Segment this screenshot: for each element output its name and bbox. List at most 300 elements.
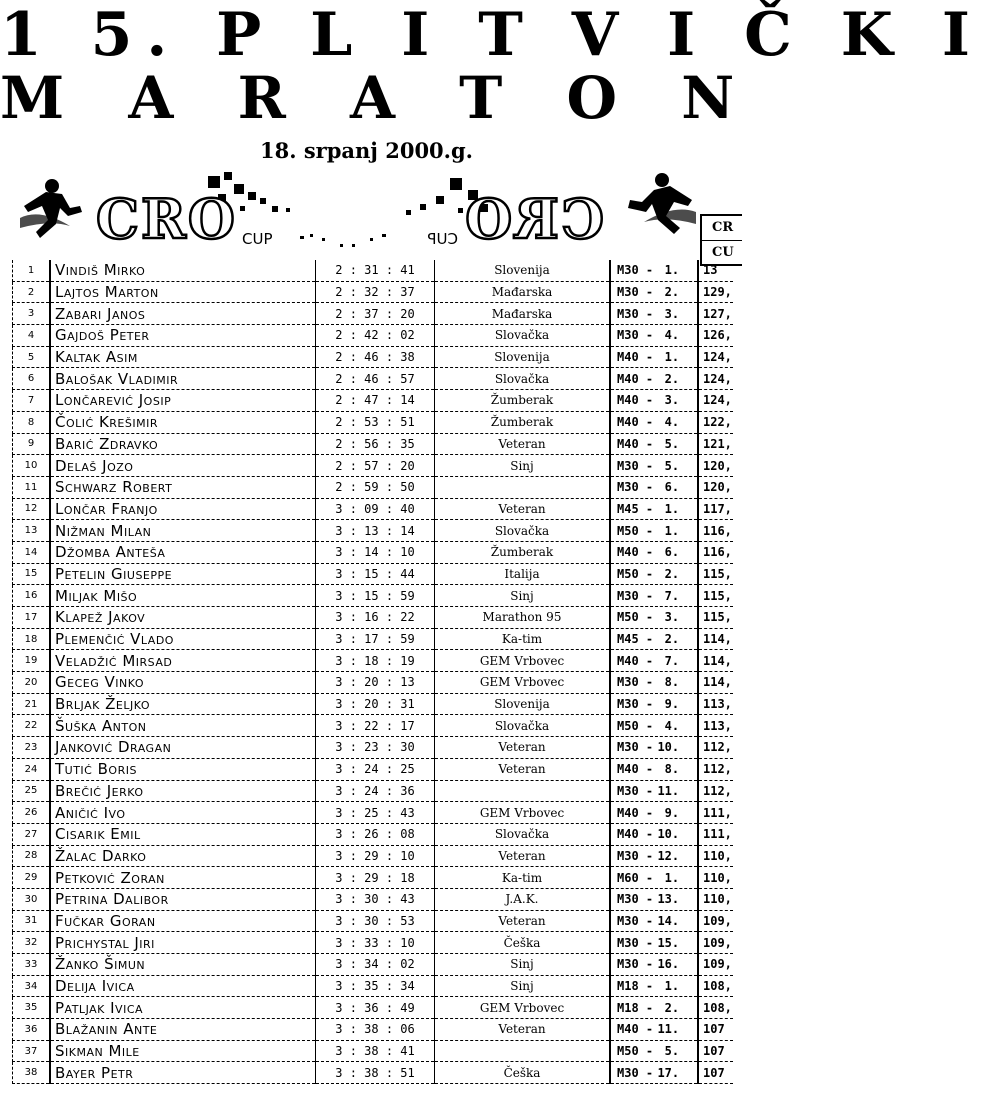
cup-points: 108, (698, 975, 733, 997)
category-cell (610, 628, 698, 650)
cup-points: 111, (698, 823, 733, 845)
category-label: M40 - (617, 1022, 654, 1037)
category-position: 4. (664, 415, 680, 430)
category-position: 13. (657, 892, 680, 907)
rank-cell: 20 (13, 672, 51, 694)
category-label: M40 - (617, 436, 654, 451)
club-name: Slovačka (435, 823, 611, 845)
rank-cell: 9 (13, 433, 51, 455)
category-label: M40 - (617, 805, 654, 820)
table-row (13, 650, 734, 672)
runner-name: Šuška Anton (50, 715, 316, 737)
cup-points: 126, (698, 325, 733, 347)
table-row (13, 390, 734, 412)
rank-cell: 32 (13, 932, 51, 954)
category-cell (610, 607, 698, 629)
cro-cup-logo-left (96, 187, 273, 251)
finish-time: 2 : 37 : 20 (316, 303, 435, 325)
runner-name: Balošak Vladimir (50, 368, 316, 390)
cro-cup-banner (10, 168, 700, 256)
table-row (13, 541, 734, 563)
runner-name: Džomba Anteša (50, 541, 316, 563)
finish-time: 3 : 35 : 34 (316, 975, 435, 997)
finish-time: 3 : 13 : 14 (316, 520, 435, 542)
category-cell (610, 368, 698, 390)
category-cell (610, 954, 698, 976)
category-position: 11. (657, 783, 680, 798)
dotted-separator (300, 234, 386, 247)
category-position: 1. (664, 350, 680, 365)
club-name: Žumberak (435, 390, 611, 412)
rank-cell: 12 (13, 498, 51, 520)
rank-cell: 19 (13, 650, 51, 672)
club-name: Veteran (435, 498, 611, 520)
finish-time: 2 : 32 : 37 (316, 281, 435, 303)
table-row (13, 672, 734, 694)
runner-name: Klapež Jakov (50, 607, 316, 629)
category-cell (610, 433, 698, 455)
category-cell (610, 780, 698, 802)
rank-cell: 27 (13, 823, 51, 845)
category-cell (610, 303, 698, 325)
category-position: 6. (664, 480, 680, 495)
rank-cell: 26 (13, 802, 51, 824)
category-cell (610, 650, 698, 672)
category-cell (610, 260, 698, 281)
cup-points: 107 (698, 1040, 733, 1062)
finish-time: 2 : 57 : 20 (316, 455, 435, 477)
category-label: M40 - (617, 653, 654, 668)
finish-time: 3 : 30 : 43 (316, 888, 435, 910)
category-position: 1. (664, 870, 680, 885)
club-name: Slovenija (435, 260, 611, 281)
category-cell (610, 693, 698, 715)
cup-points: 109, (698, 932, 733, 954)
event-date: 18. srpanj 2000.g. (260, 138, 473, 163)
category-cell (610, 715, 698, 737)
cup-points: 120, (698, 455, 733, 477)
category-cell (610, 563, 698, 585)
club-name: Italija (435, 563, 611, 585)
runner-name: Prichystal Jiri (50, 932, 316, 954)
category-cell (610, 1062, 698, 1084)
rank-cell: 1 (13, 260, 51, 281)
table-row (13, 867, 734, 889)
club-name: Mađarska (435, 303, 611, 325)
category-label: M18 - (617, 979, 654, 994)
table-row (13, 325, 734, 347)
runner-name: Cisarik Emil (50, 823, 316, 845)
category-cell (610, 520, 698, 542)
finish-time: 3 : 15 : 44 (316, 563, 435, 585)
category-label: M30 - (617, 740, 654, 755)
category-label: M30 - (617, 263, 654, 278)
results-table (12, 260, 733, 1084)
table-row (13, 585, 734, 607)
cup-text-right: CUP (427, 230, 458, 248)
category-label: M50 - (617, 610, 654, 625)
runner-name: Petrina Dalibor (50, 888, 316, 910)
category-label: M30 - (617, 697, 654, 712)
table-row (13, 411, 734, 433)
finish-time: 3 : 20 : 13 (316, 672, 435, 694)
rank-cell: 4 (13, 325, 51, 347)
category-label: M30 - (617, 675, 654, 690)
cup-points: 110, (698, 888, 733, 910)
rank-cell: 14 (13, 541, 51, 563)
runner-left-icon (20, 179, 82, 238)
rank-cell: 2 (13, 281, 51, 303)
cup-text-left: CUP (242, 230, 273, 248)
finish-time: 3 : 26 : 08 (316, 823, 435, 845)
category-position: 9. (664, 697, 680, 712)
cup-points: 124, (698, 346, 733, 368)
table-row (13, 563, 734, 585)
category-label: M30 - (617, 306, 654, 321)
cro-cup-points-header (700, 214, 742, 266)
cup-points: 113, (698, 693, 733, 715)
club-name: Marathon 95 (435, 607, 611, 629)
category-position: 2. (664, 632, 680, 647)
table-row (13, 368, 734, 390)
finish-time: 3 : 30 : 53 (316, 910, 435, 932)
category-label: M30 - (617, 285, 654, 300)
finish-time: 3 : 16 : 22 (316, 607, 435, 629)
runner-name: Žalac Darko (50, 845, 316, 867)
table-row (13, 737, 734, 759)
table-row (13, 715, 734, 737)
runner-name: Veladžić Mirsad (50, 650, 316, 672)
cup-points: 124, (698, 368, 733, 390)
runner-name: Čolić Krešimir (50, 411, 316, 433)
table-row (13, 281, 734, 303)
runner-name: Lončar Franjo (50, 498, 316, 520)
table-row (13, 303, 734, 325)
category-position: 6. (664, 545, 680, 560)
side-header-line-2: CU (702, 240, 742, 265)
category-position: 3. (664, 393, 680, 408)
category-position: 12. (657, 848, 680, 863)
rank-cell: 8 (13, 411, 51, 433)
cup-points: 124, (698, 390, 733, 412)
category-cell (610, 1040, 698, 1062)
category-position: 2. (664, 1000, 680, 1015)
category-position: 8. (664, 762, 680, 777)
club-name: J.A.K. (435, 888, 611, 910)
category-cell (610, 1019, 698, 1041)
category-position: 8. (664, 675, 680, 690)
category-cell (610, 932, 698, 954)
category-position: 5. (664, 436, 680, 451)
category-label: M30 - (617, 783, 654, 798)
page-title-line-2: M A R A T O N (0, 64, 757, 132)
results-body (13, 260, 734, 1084)
finish-time: 2 : 31 : 41 (316, 260, 435, 281)
cup-points: 114, (698, 650, 733, 672)
logo-text-left: CRO (96, 187, 237, 251)
rank-cell: 30 (13, 888, 51, 910)
rank-cell: 33 (13, 954, 51, 976)
finish-time: 2 : 47 : 14 (316, 390, 435, 412)
category-label: M18 - (617, 1000, 654, 1015)
rank-cell: 34 (13, 975, 51, 997)
rank-cell: 17 (13, 607, 51, 629)
finish-time: 3 : 14 : 10 (316, 541, 435, 563)
rank-cell: 37 (13, 1040, 51, 1062)
category-cell (610, 975, 698, 997)
category-label: M30 - (617, 892, 654, 907)
rank-cell: 24 (13, 758, 51, 780)
category-label: M40 - (617, 371, 654, 386)
cup-points: 120, (698, 476, 733, 498)
finish-time: 2 : 53 : 51 (316, 411, 435, 433)
category-cell (610, 845, 698, 867)
cro-cup-logo-right (428, 187, 605, 251)
table-row (13, 802, 734, 824)
category-cell (610, 888, 698, 910)
category-position: 14. (657, 913, 680, 928)
cup-points: 115, (698, 607, 733, 629)
cup-points: 114, (698, 628, 733, 650)
club-name: Ka-tim (435, 867, 611, 889)
runner-name: Nižman Milan (50, 520, 316, 542)
finish-time: 3 : 38 : 06 (316, 1019, 435, 1041)
finish-time: 3 : 33 : 10 (316, 932, 435, 954)
category-position: 9. (664, 805, 680, 820)
table-row (13, 346, 734, 368)
cup-points: 113, (698, 715, 733, 737)
finish-time: 3 : 18 : 19 (316, 650, 435, 672)
cup-points: 110, (698, 867, 733, 889)
club-name: Veteran (435, 433, 611, 455)
cup-points: 112, (698, 758, 733, 780)
finish-time: 2 : 46 : 38 (316, 346, 435, 368)
club-name: Slovenija (435, 693, 611, 715)
category-label: M40 - (617, 393, 654, 408)
table-row (13, 476, 734, 498)
category-label: M30 - (617, 935, 654, 950)
runner-name: Tutić Boris (50, 758, 316, 780)
category-cell (610, 672, 698, 694)
rank-cell: 23 (13, 737, 51, 759)
runner-name: Petelin Giuseppe (50, 563, 316, 585)
finish-time: 3 : 29 : 10 (316, 845, 435, 867)
finish-time: 3 : 15 : 59 (316, 585, 435, 607)
table-row (13, 888, 734, 910)
category-position: 3. (664, 610, 680, 625)
club-name: Slovačka (435, 520, 611, 542)
category-cell (610, 867, 698, 889)
category-position: 11. (657, 1022, 680, 1037)
table-row (13, 932, 734, 954)
table-row (13, 433, 734, 455)
table-row (13, 607, 734, 629)
club-name (435, 1040, 611, 1062)
category-label: M30 - (617, 957, 654, 972)
club-name: Veteran (435, 1019, 611, 1041)
finish-time: 3 : 25 : 43 (316, 802, 435, 824)
finish-time: 3 : 23 : 30 (316, 737, 435, 759)
side-header-line-1: CR (712, 220, 734, 235)
club-name: Ka-tim (435, 628, 611, 650)
club-name: Sinj (435, 455, 611, 477)
category-label: M50 - (617, 1044, 654, 1059)
finish-time: 3 : 24 : 25 (316, 758, 435, 780)
category-cell (610, 997, 698, 1019)
rank-cell: 13 (13, 520, 51, 542)
category-cell (610, 823, 698, 845)
cup-points: 129, (698, 281, 733, 303)
cup-points: 109, (698, 910, 733, 932)
club-name: Češka (435, 1062, 611, 1084)
club-name: Mađarska (435, 281, 611, 303)
rank-cell: 36 (13, 1019, 51, 1041)
rank-cell: 28 (13, 845, 51, 867)
rank-cell: 38 (13, 1062, 51, 1084)
table-row (13, 780, 734, 802)
rank-cell: 11 (13, 476, 51, 498)
cup-points: 111, (698, 802, 733, 824)
category-position: 5. (664, 1044, 680, 1059)
cup-points: 109, (698, 954, 733, 976)
rank-cell: 25 (13, 780, 51, 802)
club-name: Veteran (435, 758, 611, 780)
cup-points: 116, (698, 541, 733, 563)
category-cell (610, 346, 698, 368)
cup-points: 107 (698, 1062, 733, 1084)
runner-name: Gajdoš Peter (50, 325, 316, 347)
rank-cell: 15 (13, 563, 51, 585)
club-name: Veteran (435, 845, 611, 867)
runner-name: Lajtos Marton (50, 281, 316, 303)
runner-name: Petković Zoran (50, 867, 316, 889)
category-position: 5. (664, 458, 680, 473)
category-label: M45 - (617, 501, 654, 516)
category-label: M40 - (617, 762, 654, 777)
cup-points: 112, (698, 737, 733, 759)
finish-time: 3 : 36 : 49 (316, 997, 435, 1019)
runner-name: Vindiš Mirko (50, 260, 316, 281)
runner-name: Kaltak Asim (50, 346, 316, 368)
category-cell (610, 498, 698, 520)
category-label: M30 - (617, 848, 654, 863)
club-name: Sinj (435, 954, 611, 976)
rank-cell: 16 (13, 585, 51, 607)
club-name: GEM Vrbovec (435, 672, 611, 694)
club-name: GEM Vrbovec (435, 650, 611, 672)
table-row (13, 1062, 734, 1084)
category-position: 1. (664, 263, 680, 278)
category-position: 2. (664, 566, 680, 581)
table-row (13, 693, 734, 715)
cup-points: 110, (698, 845, 733, 867)
category-cell (610, 476, 698, 498)
runner-name: Aničić Ivo (50, 802, 316, 824)
category-label: M40 - (617, 827, 654, 842)
category-label: M30 - (617, 458, 654, 473)
club-name: Žumberak (435, 411, 611, 433)
rank-cell: 21 (13, 693, 51, 715)
runner-name: Fučkar Goran (50, 910, 316, 932)
cup-points: 115, (698, 585, 733, 607)
club-name: Sinj (435, 585, 611, 607)
club-name: Veteran (435, 737, 611, 759)
category-cell (610, 910, 698, 932)
club-name: Slovačka (435, 325, 611, 347)
table-row (13, 758, 734, 780)
club-name: GEM Vrbovec (435, 802, 611, 824)
finish-time: 2 : 56 : 35 (316, 433, 435, 455)
category-label: M50 - (617, 566, 654, 581)
runner-name: Barić Zdravko (50, 433, 316, 455)
category-cell (610, 455, 698, 477)
club-name: Češka (435, 932, 611, 954)
runner-name: Janković Dragan (50, 737, 316, 759)
category-position: 2. (664, 371, 680, 386)
runner-name: Delija Ivica (50, 975, 316, 997)
finish-time: 3 : 29 : 18 (316, 867, 435, 889)
category-cell (610, 802, 698, 824)
finish-time: 2 : 59 : 50 (316, 476, 435, 498)
category-cell (610, 325, 698, 347)
runner-name: Plemenčić Vlado (50, 628, 316, 650)
finish-time: 2 : 42 : 02 (316, 325, 435, 347)
category-label: M40 - (617, 350, 654, 365)
cup-points: 107 (698, 1019, 733, 1041)
runner-name: Lončarević Josip (50, 390, 316, 412)
finish-time: 3 : 34 : 02 (316, 954, 435, 976)
category-position: 1. (664, 523, 680, 538)
category-position: 16. (657, 957, 680, 972)
category-label: M30 - (617, 1065, 654, 1080)
category-label: M50 - (617, 718, 654, 733)
category-label: M45 - (617, 632, 654, 647)
cup-points: 108, (698, 997, 733, 1019)
runner-name: Brljak Željko (50, 693, 316, 715)
category-position: 7. (664, 653, 680, 668)
club-name: GEM Vrbovec (435, 997, 611, 1019)
table-row (13, 628, 734, 650)
cup-points: 114, (698, 672, 733, 694)
cup-points: 13 (698, 260, 733, 281)
table-row (13, 997, 734, 1019)
club-name: Slovačka (435, 715, 611, 737)
club-name: Sinj (435, 975, 611, 997)
category-label: M30 - (617, 480, 654, 495)
table-row (13, 1040, 734, 1062)
runner-name: Schwarz Robert (50, 476, 316, 498)
cup-points: 115, (698, 563, 733, 585)
table-row (13, 455, 734, 477)
category-label: M50 - (617, 523, 654, 538)
category-cell (610, 390, 698, 412)
rank-cell: 6 (13, 368, 51, 390)
rank-cell: 10 (13, 455, 51, 477)
finish-time: 3 : 38 : 51 (316, 1062, 435, 1084)
cup-points: 112, (698, 780, 733, 802)
rank-cell: 7 (13, 390, 51, 412)
runner-right-icon (628, 173, 696, 234)
runner-name: Geceg Vinko (50, 672, 316, 694)
rank-cell: 29 (13, 867, 51, 889)
club-name: Slovenija (435, 346, 611, 368)
category-position: 3. (664, 306, 680, 321)
category-position: 1. (664, 501, 680, 516)
runner-name: Patljak Ivica (50, 997, 316, 1019)
cup-points: 116, (698, 520, 733, 542)
cup-points: 121, (698, 433, 733, 455)
category-position: 1. (664, 979, 680, 994)
